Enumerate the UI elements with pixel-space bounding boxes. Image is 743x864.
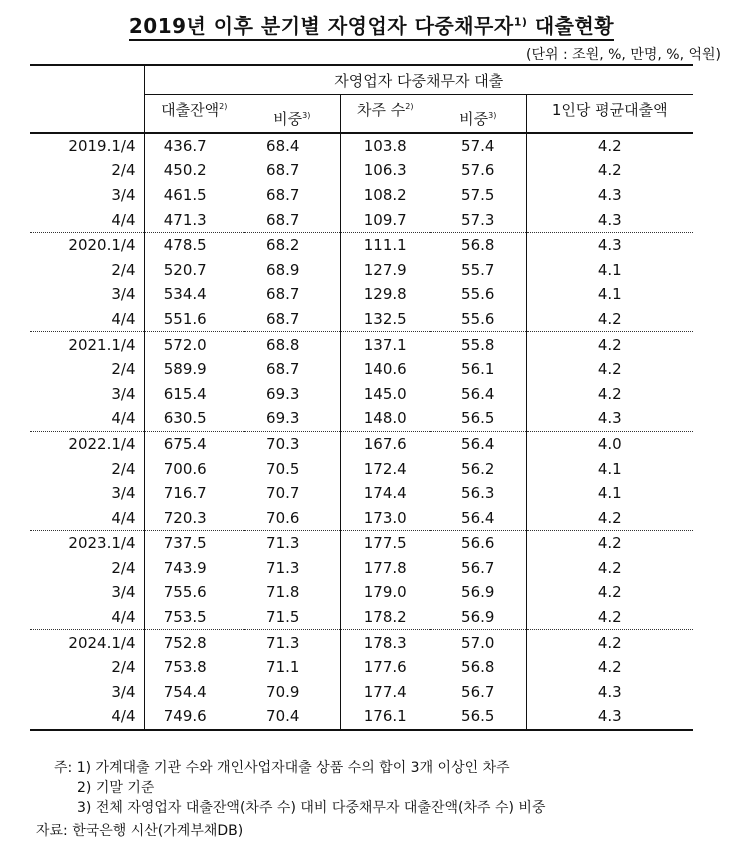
borrowers-cell: 173.0 xyxy=(340,505,430,530)
loan-balance-cell: 749.6 xyxy=(144,704,244,730)
table-row xyxy=(30,381,693,406)
source-note: 자료: 한국은행 시산(가계부채DB) xyxy=(36,823,244,839)
borrowers-cell: 177.8 xyxy=(340,556,430,581)
borrowers-cell: 177.6 xyxy=(340,655,430,680)
share1-cell: 68.4 xyxy=(266,136,300,155)
period-header-cell xyxy=(30,95,144,133)
share1-cell: 71.1 xyxy=(266,658,300,677)
period-cell: 2/4 xyxy=(111,558,136,577)
loan-balance-cell: 551.6 xyxy=(144,307,244,332)
avg-loan-cell: 4.2 xyxy=(526,381,693,406)
share1-cell: 68.7 xyxy=(266,360,300,379)
table-row xyxy=(30,158,693,183)
share1-cell: 69.3 xyxy=(266,409,300,428)
avg-loan-cell: 4.0 xyxy=(526,431,693,456)
period-cell: 2/4 xyxy=(111,260,136,279)
avg-loan-cell: 4.2 xyxy=(526,133,693,159)
table-row xyxy=(30,556,693,581)
avg-loan-cell: 4.2 xyxy=(526,505,693,530)
share2-cell: 57.3 xyxy=(461,210,495,229)
share2-header xyxy=(430,95,526,133)
period-cell: 3/4 xyxy=(111,484,136,503)
period-cell: 2/4 xyxy=(111,161,136,180)
period-cell: 3/4 xyxy=(111,285,136,304)
avg-loan-cell: 4.2 xyxy=(526,158,693,183)
period-cell: 4/4 xyxy=(111,309,136,328)
avg-loan-header: 1인당 평균대출액 xyxy=(526,95,693,133)
avg-loan-cell: 4.2 xyxy=(526,332,693,357)
period-cell: 4/4 xyxy=(111,409,136,428)
avg-loan-cell: 4.2 xyxy=(526,531,693,556)
table-row xyxy=(30,704,693,730)
corner-cell xyxy=(30,65,144,95)
avg-loan-cell: 4.3 xyxy=(526,704,693,730)
data-table xyxy=(30,64,693,731)
share2-cell: 55.6 xyxy=(461,285,495,304)
avg-loan-cell: 4.2 xyxy=(526,307,693,332)
table-row xyxy=(30,406,693,431)
loan-balance-cell: 461.5 xyxy=(144,183,244,208)
share1-cell: 70.4 xyxy=(266,707,300,726)
share2-cell: 56.5 xyxy=(461,707,495,726)
share1-sup: 3) xyxy=(302,110,311,120)
table-row xyxy=(30,456,693,481)
share1-cell: 71.5 xyxy=(266,608,300,627)
share2-cell: 56.8 xyxy=(461,658,495,677)
loan-balance-cell: 520.7 xyxy=(144,257,244,282)
table-row xyxy=(30,630,693,655)
loan-balance-header xyxy=(144,95,244,133)
share1-cell: 69.3 xyxy=(266,384,300,403)
loan-balance-cell: 589.9 xyxy=(144,357,244,382)
share2-cell: 57.6 xyxy=(461,161,495,180)
borrowers-cell: 106.3 xyxy=(340,158,430,183)
table-row xyxy=(30,257,693,282)
loan-balance-cell: 478.5 xyxy=(144,232,244,257)
borrowers-cell: 177.5 xyxy=(340,531,430,556)
unit-label: (단위 : 조원, %, 만명, %, 억원) xyxy=(526,47,721,63)
share2-cell: 56.7 xyxy=(461,558,495,577)
borrowers-cell: 178.2 xyxy=(340,605,430,630)
borrowers-cell: 174.4 xyxy=(340,481,430,506)
share2-cell: 56.6 xyxy=(430,531,526,556)
share2-cell: 57.4 xyxy=(461,136,495,155)
table-row xyxy=(30,680,693,705)
share2-cell: 56.5 xyxy=(461,409,495,428)
period-cell: 2/4 xyxy=(111,459,136,478)
share1-label: 비중 xyxy=(273,109,303,128)
loan-balance-cell: 737.5 xyxy=(144,531,244,556)
table-row xyxy=(30,605,693,630)
footnotes xyxy=(54,758,545,818)
group-header: 자영업자 다중채무자 대출 xyxy=(144,65,693,95)
share2-label: 비중 xyxy=(459,109,489,128)
borrowers-cell: 127.9 xyxy=(340,257,430,282)
table-row xyxy=(30,133,693,159)
period-cell: 2024.1/4 xyxy=(30,630,144,655)
title-text: 2019년 이후 분기별 자영업자 다중채무자 xyxy=(128,14,514,38)
borrowers-cell: 109.7 xyxy=(340,207,430,232)
borrowers-cell: 145.0 xyxy=(340,381,430,406)
avg-loan-cell: 4.1 xyxy=(526,257,693,282)
share2-cell: 57.5 xyxy=(461,185,495,204)
loan-balance-cell: 753.5 xyxy=(144,605,244,630)
loan-balance-cell: 716.7 xyxy=(144,481,244,506)
avg-loan-cell: 4.2 xyxy=(526,630,693,655)
period-cell: 2023.1/4 xyxy=(30,531,144,556)
borrowers-cell: 111.1 xyxy=(340,232,430,257)
share1-cell: 70.7 xyxy=(266,484,300,503)
avg-loan-cell: 4.1 xyxy=(526,456,693,481)
loan-balance-cell: 534.4 xyxy=(144,282,244,307)
loan-balance-cell: 720.3 xyxy=(144,505,244,530)
period-cell: 2021.1/4 xyxy=(30,332,144,357)
share2-sup: 3) xyxy=(488,110,497,120)
share1-cell: 68.8 xyxy=(244,332,340,357)
period-cell: 4/4 xyxy=(111,210,136,229)
period-cell: 3/4 xyxy=(111,185,136,204)
loan-balance-cell: 572.0 xyxy=(144,332,244,357)
period-cell: 2/4 xyxy=(111,360,136,379)
period-cell: 2020.1/4 xyxy=(30,232,144,257)
share1-cell: 71.3 xyxy=(244,531,340,556)
borrowers-cell: 148.0 xyxy=(340,406,430,431)
share1-header xyxy=(244,95,340,133)
share1-cell: 68.7 xyxy=(266,210,300,229)
loan-balance-cell: 743.9 xyxy=(144,556,244,581)
avg-loan-cell: 4.2 xyxy=(526,580,693,605)
share1-cell: 71.8 xyxy=(266,583,300,602)
borrowers-cell: 108.2 xyxy=(340,183,430,208)
share2-cell: 56.4 xyxy=(461,384,495,403)
table-row xyxy=(30,282,693,307)
avg-loan-cell: 4.1 xyxy=(526,481,693,506)
borrowers-cell: 179.0 xyxy=(340,580,430,605)
title-suffix: 대출현황 xyxy=(527,14,615,38)
loan-balance-cell: 450.2 xyxy=(144,158,244,183)
loan-balance-cell: 615.4 xyxy=(144,381,244,406)
period-cell: 3/4 xyxy=(111,583,136,602)
borrowers-sup: 2) xyxy=(405,102,414,111)
table-row xyxy=(30,531,693,556)
share1-cell: 71.3 xyxy=(266,558,300,577)
loan-balance-cell: 471.3 xyxy=(144,207,244,232)
loan-balance-cell: 755.6 xyxy=(144,580,244,605)
period-cell: 2/4 xyxy=(111,658,136,677)
borrowers-label: 차주 수 xyxy=(357,101,406,119)
period-cell: 4/4 xyxy=(111,608,136,627)
share2-cell: 55.7 xyxy=(461,260,495,279)
avg-loan-cell: 4.3 xyxy=(526,680,693,705)
table-row xyxy=(30,232,693,257)
borrowers-cell: 178.3 xyxy=(340,630,430,655)
share1-cell: 68.7 xyxy=(266,161,300,180)
share1-cell: 68.7 xyxy=(266,309,300,328)
borrowers-cell: 140.6 xyxy=(340,357,430,382)
table-row xyxy=(30,580,693,605)
table-row xyxy=(30,357,693,382)
borrowers-cell: 167.6 xyxy=(340,431,430,456)
share1-cell: 68.2 xyxy=(244,232,340,257)
period-cell: 2019.1/4 xyxy=(68,136,136,155)
avg-loan-cell: 4.3 xyxy=(526,207,693,232)
table-body xyxy=(30,133,693,730)
table-row xyxy=(30,183,693,208)
avg-loan-cell: 4.2 xyxy=(526,556,693,581)
share2-cell: 56.1 xyxy=(461,360,495,379)
loan-balance-cell: 754.4 xyxy=(144,680,244,705)
loan-balance-sup: 2) xyxy=(219,102,228,111)
share1-cell: 68.7 xyxy=(266,185,300,204)
table-row xyxy=(30,307,693,332)
share2-cell: 56.4 xyxy=(461,508,495,527)
loan-balance-cell: 436.7 xyxy=(144,133,244,159)
table-row xyxy=(30,207,693,232)
borrowers-cell: 103.8 xyxy=(340,133,430,159)
period-cell: 3/4 xyxy=(111,682,136,701)
period-cell: 3/4 xyxy=(111,384,136,403)
borrowers-cell: 132.5 xyxy=(340,307,430,332)
avg-loan-cell: 4.3 xyxy=(526,183,693,208)
page-title xyxy=(0,10,743,39)
share2-cell: 56.9 xyxy=(461,608,495,627)
footnote-2: 2) 기말 기준 xyxy=(77,780,155,796)
loan-balance-cell: 630.5 xyxy=(144,406,244,431)
loan-balance-cell: 700.6 xyxy=(144,456,244,481)
share1-cell: 70.5 xyxy=(266,459,300,478)
table-row xyxy=(30,431,693,456)
share1-cell: 68.9 xyxy=(266,260,300,279)
table-row xyxy=(30,332,693,357)
share2-cell: 56.9 xyxy=(461,583,495,602)
period-cell: 4/4 xyxy=(111,707,136,726)
borrowers-cell: 176.1 xyxy=(340,704,430,730)
loan-balance-cell: 675.4 xyxy=(144,431,244,456)
loan-balance-cell: 752.8 xyxy=(144,630,244,655)
period-cell: 2022.1/4 xyxy=(30,431,144,456)
share2-cell: 56.4 xyxy=(430,431,526,456)
avg-loan-cell: 4.2 xyxy=(526,605,693,630)
share2-cell: 56.3 xyxy=(461,484,495,503)
avg-loan-cell: 4.1 xyxy=(526,282,693,307)
share2-cell: 56.2 xyxy=(461,459,495,478)
share1-cell: 70.6 xyxy=(266,508,300,527)
share1-cell: 70.3 xyxy=(244,431,340,456)
borrowers-cell: 129.8 xyxy=(340,282,430,307)
borrowers-header xyxy=(340,95,430,133)
table-row xyxy=(30,505,693,530)
avg-loan-cell: 4.3 xyxy=(526,406,693,431)
share2-cell: 55.8 xyxy=(430,332,526,357)
table-row xyxy=(30,481,693,506)
share2-cell: 56.8 xyxy=(430,232,526,257)
table-row xyxy=(30,655,693,680)
share1-cell: 68.7 xyxy=(266,285,300,304)
footnote-3: 3) 전체 자영업자 대출잔액(차주 수) 대비 다중채무자 대출잔액(차주 수) 비중 xyxy=(77,800,546,816)
avg-loan-cell: 4.2 xyxy=(526,357,693,382)
borrowers-cell: 177.4 xyxy=(340,680,430,705)
title-footnote-mark: 1) xyxy=(513,15,528,29)
borrowers-cell: 172.4 xyxy=(340,456,430,481)
share2-cell: 57.0 xyxy=(430,630,526,655)
avg-loan-cell: 4.3 xyxy=(526,232,693,257)
period-cell: 4/4 xyxy=(111,508,136,527)
loan-balance-cell: 753.8 xyxy=(144,655,244,680)
share2-cell: 56.7 xyxy=(461,682,495,701)
share1-cell: 71.3 xyxy=(244,630,340,655)
loan-balance-label: 대출잔액 xyxy=(161,101,220,119)
avg-loan-cell: 4.2 xyxy=(526,655,693,680)
borrowers-cell: 137.1 xyxy=(340,332,430,357)
share1-cell: 70.9 xyxy=(266,682,300,701)
footnote-1: 주: 1) 가계대출 기관 수와 개인사업자대출 상품 수의 합이 3개 이상인 차주 xyxy=(54,760,510,776)
share2-cell: 55.6 xyxy=(461,309,495,328)
